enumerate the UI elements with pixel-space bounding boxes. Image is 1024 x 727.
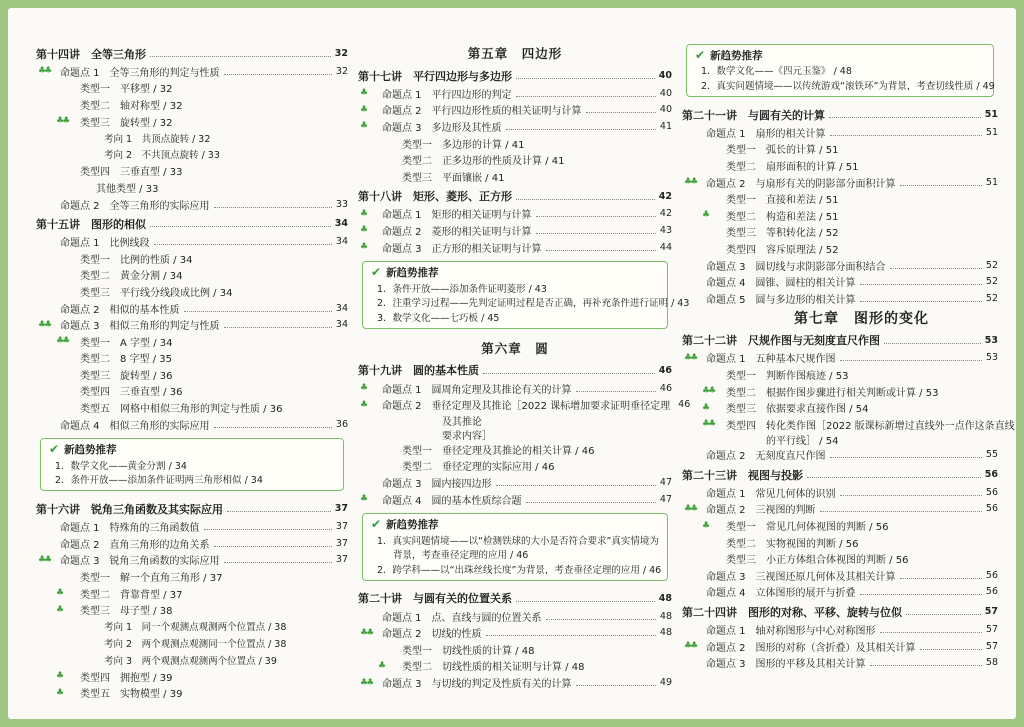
toc-entry-text: 命题点 2 三视图的判断 (706, 505, 816, 517)
toc-entry[interactable] (36, 399, 348, 416)
toc-entry-text: 类型五 网格中相似三角形的判定与性质 / 36 (80, 404, 283, 416)
toc-entry[interactable] (36, 416, 348, 433)
toc-entry-text: 命题点 1 全等三角形的判定与性质 (60, 67, 220, 79)
leader-dots (830, 135, 982, 136)
toc-entry-text: 类型二 轴对称型 / 32 (80, 100, 183, 112)
toc-entry-text: 类型五 实物模型 / 39 (80, 689, 183, 701)
toc-entry[interactable] (358, 474, 672, 491)
leader-dots (586, 112, 656, 113)
entry-group (358, 608, 672, 691)
check-icon: ✔ (371, 517, 382, 532)
frequency-leaf-icon: ♣♣ (56, 116, 69, 127)
lecture-heading: 第二十二讲 尺规作图与无刻度直尺作图 53 (682, 334, 998, 348)
page-number: 47 (659, 477, 672, 489)
toc-entry-text: 命题点 2 切线的性质 (382, 629, 482, 641)
page-number: 48 (659, 610, 672, 622)
new-trend-box: ✔ 新趋势推荐 1．条件开放——添加条件证明菱形 / 43 2．注重学习过程——先判定证明过程是否正确，再补充条件进行证明 / 43 3．数学文化——七巧板 / 45 (362, 261, 668, 329)
toc-entry-text: 类型一 多边形的计算 / 41 (402, 139, 525, 151)
leader-dots (184, 311, 332, 312)
new-trend-box: ✔ 新趋势推荐 1．数学文化——黄金分割 / 34 2．条件开放——添加条件证明两三角形相似 / 34 (40, 438, 344, 491)
page-number: 46 (678, 399, 691, 411)
leader-dots (506, 129, 656, 130)
entry-group (682, 484, 998, 600)
toc-entry-text: 命题点 3 锐角三角函数的实际应用 (60, 556, 220, 568)
toc-entry[interactable] (358, 641, 672, 658)
frequency-leaf-icon: ♣ (56, 588, 63, 599)
toc-entry[interactable] (682, 257, 998, 274)
toc-entry-text: 命题点 1 五种基本尺规作图 (706, 354, 836, 366)
leader-dots (860, 284, 982, 285)
toc-entry-text: 命题点 2 平行四边形性质的相关证明与计算 (382, 106, 582, 118)
toc-entry-text: 命题点 4 圆锥、圆柱的相关计算 (706, 278, 856, 290)
toc-entry[interactable] (36, 267, 348, 284)
frequency-leaf-icon: ♣♣ (38, 319, 51, 330)
toc-entry-text: 命题点 3 正方形的相关证明与计算 (382, 243, 542, 255)
toc-entry[interactable] (358, 168, 672, 185)
toc-entry[interactable] (358, 441, 672, 458)
toc-entry[interactable] (36, 113, 348, 130)
toc-entry-text: 类型二 垂径定理的实际应用 / 46 (402, 462, 555, 474)
page-number: 56 (985, 486, 998, 498)
leader-dots (154, 244, 332, 245)
toc-entry[interactable] (358, 658, 672, 675)
page-number: 34 (335, 236, 348, 248)
chapter-title: 第七章 图形的变化 (794, 310, 929, 327)
toc-entry[interactable] (358, 380, 672, 397)
toc-entry-text: 类型二 正多边形的性质及计算 / 41 (402, 156, 565, 168)
frequency-leaf-icon: ♣ (360, 399, 367, 410)
page-number: 37 (335, 554, 348, 566)
frequency-leaf-icon: ♣ (360, 88, 367, 99)
toc-entry-text: 类型一 常见几何体视图的判断 / 56 (726, 522, 889, 534)
toc-entry-text: 命题点 2 相似的基本性质 (60, 304, 180, 316)
toc-entry[interactable] (358, 206, 672, 223)
leader-dots (870, 665, 982, 666)
toc-entry-text: 类型三 旋转型 / 32 (80, 117, 173, 129)
toc-entry-text: 命题点 4 相似三角形的实际应用 (60, 420, 210, 432)
frequency-leaf-icon: ♣ (360, 104, 367, 115)
frequency-leaf-icon: ♣♣ (684, 503, 697, 514)
toc-entry-text: 命题点 3 圆内接四边形 (382, 479, 492, 491)
toc-entry-continuation: 要求内容］ (442, 430, 492, 442)
toc-entry[interactable] (36, 684, 348, 701)
toc-entry-text: 命题点 1 点、直线与圆的位置关系 (382, 612, 542, 624)
toc-entry[interactable] (682, 366, 998, 383)
toc-entry[interactable] (36, 283, 348, 300)
leader-dots (496, 485, 656, 486)
page-number: 40 (659, 87, 672, 99)
toc-entry[interactable] (682, 174, 998, 191)
page-number: 47 (659, 493, 672, 505)
toc-entry[interactable] (36, 250, 348, 267)
toc-entry-text: 类型四 拥抱型 / 39 (80, 672, 173, 684)
toc-entry-text: 类型三 旋转型 / 36 (80, 370, 173, 382)
leader-dots (224, 327, 332, 328)
toc-entry-text: 类型一 判断作图痕迹 / 53 (726, 370, 849, 382)
entry-group (682, 621, 998, 671)
page-number: 42 (659, 208, 672, 220)
toc-entry[interactable] (358, 625, 672, 642)
toc-entry[interactable] (36, 668, 348, 685)
page-number: 32 (335, 65, 348, 77)
frequency-leaf-icon: ♣♣ (702, 419, 715, 430)
toc-entry[interactable] (36, 350, 348, 367)
toc-entry-text: 命题点 1 轴对称图形与中心对称图形 (706, 626, 876, 638)
toc-entry-text: 类型四 三垂直型 / 33 (80, 167, 183, 179)
table-of-contents-page (8, 8, 1016, 719)
check-icon: ✔ (371, 265, 382, 280)
toc-entry-text: 命题点 2 直角三角形的边角关系 (60, 539, 210, 551)
leader-dots (214, 546, 332, 547)
toc-entry-text: 类型二 切线性质的相关证明与计算 / 48 (402, 662, 585, 674)
toc-entry[interactable] (36, 518, 348, 535)
frequency-leaf-icon: ♣♣ (684, 177, 697, 188)
page-number: 56 (985, 569, 998, 581)
entry-group (36, 233, 348, 432)
toc-entry-text: 命题点 3 与切线的判定及性质有关的计算 (382, 679, 572, 691)
leader-dots (536, 233, 656, 234)
page-number: 34 (335, 319, 348, 331)
toc-entry-text: 类型一 弧长的计算 / 51 (726, 145, 839, 157)
frequency-leaf-icon: ♣ (360, 225, 367, 236)
frequency-leaf-icon: ♣ (378, 660, 385, 671)
page-number: 46 (659, 382, 672, 394)
toc-entry-text: 类型二 构造和差法 / 51 (726, 211, 839, 223)
check-icon: ✔ (49, 442, 60, 457)
leader-dots (224, 562, 332, 563)
check-icon: ✔ (695, 48, 706, 62)
toc-entry[interactable] (36, 383, 348, 400)
toc-entry-text: 类型一 平移型 / 32 (80, 84, 173, 96)
toc-entry[interactable] (682, 517, 998, 534)
toc-entry[interactable] (682, 654, 998, 671)
page-number: 43 (659, 224, 672, 236)
leader-dots (830, 457, 982, 458)
toc-column-2 (358, 42, 691, 691)
entry-group (36, 63, 348, 212)
entry-group (682, 350, 1015, 464)
leader-dots (880, 632, 982, 633)
toc-entry-text: 类型三 小正方体组合体视图的判断 / 56 (726, 555, 909, 567)
toc-entry-text: 命题点 1 扇形的相关计算 (706, 128, 826, 140)
page-number: 51 (985, 176, 998, 188)
toc-entry[interactable] (358, 135, 672, 152)
frequency-leaf-icon: ♣ (360, 242, 367, 253)
toc-entry[interactable] (36, 651, 348, 668)
leader-dots (840, 495, 982, 496)
toc-entry[interactable] (682, 447, 998, 464)
lecture-heading: 第二十四讲 图形的对称、平移、旋转与位似 57 (682, 605, 998, 619)
toc-entry-text: 类型四 转化类作图［2022 版课标新增过直线外一点作这条直线 (726, 420, 1015, 432)
toc-entry-text: 命题点 3 图形的平移及其相关计算 (706, 659, 866, 671)
page-number: 37 (335, 537, 348, 549)
leader-dots (860, 594, 982, 595)
toc-entry-text: 命题点 2 与扇形有关的阴影部分面积计算 (706, 178, 896, 190)
entry-group (358, 206, 672, 256)
toc-entry[interactable] (36, 552, 348, 569)
entry-group (358, 380, 691, 508)
toc-entry[interactable] (358, 85, 672, 102)
toc-entry-text: 类型一 比例的性质 / 34 (80, 254, 193, 266)
page-number: 57 (985, 624, 998, 636)
page-number: 55 (985, 449, 998, 461)
page-number: 33 (335, 198, 348, 210)
page-number: 41 (659, 120, 672, 132)
toc-entry[interactable] (682, 224, 998, 241)
toc-entry[interactable] (36, 568, 348, 585)
entry-group (36, 518, 348, 701)
toc-entry-text: 类型二 实物视图的判断 / 56 (726, 538, 859, 550)
toc-entry-text: 类型二 扇形面积的计算 / 51 (726, 161, 859, 173)
toc-entry-text: 命题点 1 常见几何体的识别 (706, 488, 836, 500)
frequency-leaf-icon: ♣♣ (684, 352, 697, 363)
toc-entry[interactable] (36, 300, 348, 317)
entry-group (358, 85, 672, 185)
toc-entry[interactable] (36, 635, 348, 652)
toc-entry-text: 命题点 5 圆与多边形的相关计算 (706, 294, 856, 306)
lecture-heading: 第十七讲 平行四边形与多边形 40 (358, 69, 672, 83)
leader-dots (546, 250, 656, 251)
toc-entry[interactable] (682, 416, 1015, 433)
leader-dots (840, 360, 982, 361)
toc-entry-text: 类型二 根据作图步骤进行相关判断或计算 / 53 (726, 387, 939, 399)
toc-entry-text: 类型三 等积转化法 / 52 (726, 228, 839, 240)
page-number: 37 (335, 521, 348, 533)
frequency-leaf-icon: ♣ (56, 604, 63, 615)
toc-entry-text: 命题点 2 无刻度直尺作图 (706, 451, 826, 463)
toc-entry-text: 命题点 3 多边形及其性质 (382, 122, 502, 134)
page-number: 52 (985, 276, 998, 288)
page-number: 40 (659, 104, 672, 116)
toc-entry-text: 类型一 直接和差法 / 51 (726, 195, 839, 207)
frequency-leaf-icon: ♣♣ (684, 641, 697, 652)
toc-entry[interactable] (358, 102, 672, 119)
page-number: 57 (985, 640, 998, 652)
toc-entry-text: 考向 2 两个观测点观测同一个位置点 / 38 (104, 638, 287, 650)
toc-entry[interactable] (682, 399, 998, 416)
toc-entry-text: 命题点 1 平行四边形的判定 (382, 89, 512, 101)
toc-entry[interactable] (36, 585, 348, 602)
toc-entry[interactable] (36, 233, 348, 250)
page-number: 48 (659, 627, 672, 639)
leader-dots (860, 301, 982, 302)
lecture-heading: 第十九讲 圆的基本性质 46 (358, 364, 672, 378)
toc-entry[interactable] (682, 240, 998, 257)
toc-entry[interactable] (358, 396, 691, 413)
frequency-leaf-icon: ♣ (360, 383, 367, 394)
page-number: 44 (659, 241, 672, 253)
toc-entry[interactable] (36, 333, 348, 350)
new-trend-box: ✔ 新趋势推荐 1．真实问题情境——以“检测铁球的大小是否符合要求”真实情境为 背景，考查垂径定理的应用 / 46 2．跨学科——以“出珠丝线长度”为背景，考查垂径定理的应用 / 46 (362, 513, 668, 581)
toc-entry[interactable] (682, 484, 998, 501)
leader-dots (900, 578, 982, 579)
toc-entry[interactable] (682, 273, 998, 290)
toc-entry-text: 类型四 容斥原理法 / 52 (726, 244, 839, 256)
page-number: 34 (335, 302, 348, 314)
frequency-leaf-icon: ♣ (56, 687, 63, 698)
toc-entry[interactable] (358, 458, 672, 475)
new-trend-box: ✔ 新趋势推荐 1．数学文化——《四元玉鉴》 / 48 2．真实问题情境——以传统游戏“滚铁环”为背景，考查切线性质 / 49 (686, 44, 994, 97)
toc-entry-text: 类型三 母子型 / 38 (80, 606, 173, 618)
toc-column-1 (36, 42, 348, 701)
toc-entry[interactable] (682, 350, 998, 367)
toc-entry[interactable] (358, 491, 672, 508)
page-number: 49 (659, 677, 672, 689)
leader-dots (486, 635, 656, 636)
toc-entry[interactable] (358, 608, 672, 625)
leader-dots (214, 207, 332, 208)
toc-entry-text: 考向 2 不共顶点旋转 / 33 (104, 150, 220, 162)
toc-entry[interactable] (36, 80, 348, 97)
toc-entry[interactable] (36, 366, 348, 383)
toc-entry[interactable] (358, 151, 672, 168)
toc-entry-text: 命题点 3 三视图还原几何体及其相关计算 (706, 571, 896, 583)
toc-entry-text: 类型一 解一个直角三角形 / 37 (80, 573, 223, 585)
leader-dots (576, 685, 656, 686)
frequency-leaf-icon: ♣♣ (360, 677, 373, 688)
toc-entry[interactable] (36, 179, 348, 196)
leader-dots (546, 619, 656, 620)
toc-entry[interactable] (682, 157, 998, 174)
toc-entry[interactable] (682, 190, 998, 207)
toc-entry[interactable] (682, 638, 998, 655)
toc-entry-text: 考向 1 同一个观测点观测两个位置点 / 38 (104, 622, 287, 634)
toc-entry-continuation: 的平行线］ / 54 (766, 436, 839, 447)
page-number: 52 (985, 292, 998, 304)
toc-entry[interactable] (682, 534, 998, 551)
toc-entry-text: 考向 3 两个观测点观测两个位置点 / 39 (104, 655, 277, 667)
leader-dots (820, 511, 982, 512)
page-number: 52 (985, 259, 998, 271)
toc-entry-text: 类型二 8 字型 / 35 (80, 354, 172, 366)
entry-group (682, 124, 998, 307)
page-number: 51 (985, 126, 998, 138)
page-number: 53 (985, 352, 998, 364)
leader-dots (900, 185, 982, 186)
toc-entry-text: 类型四 三垂直型 / 36 (80, 387, 183, 399)
toc-entry[interactable] (358, 222, 672, 239)
toc-entry-text: 类型二 背靠背型 / 37 (80, 589, 183, 601)
toc-entry[interactable] (36, 535, 348, 552)
toc-entry[interactable] (682, 207, 998, 224)
toc-entry-text: 类型二 黄金分割 / 34 (80, 271, 183, 283)
toc-entry[interactable] (682, 567, 998, 584)
page-number: 56 (985, 503, 998, 515)
toc-entry[interactable] (36, 63, 348, 80)
page-number: 56 (985, 586, 998, 598)
page-number: 58 (985, 657, 998, 669)
leader-dots (536, 216, 656, 217)
leader-dots (890, 268, 982, 269)
toc-entry[interactable] (682, 550, 998, 567)
chapter-title: 第六章 圆 (481, 340, 549, 356)
toc-entry-text: 命题点 3 相似三角形的判定与性质 (60, 321, 220, 333)
toc-entry-text: 命题点 4 圆的基本性质综合题 (382, 495, 522, 507)
toc-entry-text: 命题点 2 全等三角形的实际应用 (60, 200, 210, 212)
toc-entry-text: 类型一 切线性质的计算 / 48 (402, 645, 535, 657)
toc-entry[interactable] (682, 501, 998, 518)
toc-entry[interactable] (682, 584, 998, 601)
toc-entry-text: 命题点 1 矩形的相关证明与计算 (382, 210, 532, 222)
toc-entry[interactable] (36, 96, 348, 113)
toc-entry-text: 类型三 平行线分线段成比例 / 34 (80, 287, 233, 299)
toc-column-3 (682, 14, 1015, 671)
leader-dots (576, 391, 656, 392)
leader-dots (516, 96, 656, 97)
toc-entry-text: 命题点 2 菱形的相关证明与计算 (382, 226, 532, 238)
toc-entry[interactable] (682, 141, 998, 158)
lecture-heading: 第二十一讲 与圆有关的计算 51 (682, 108, 998, 122)
toc-entry-text: 命题点 1 比例线段 (60, 238, 150, 250)
toc-entry[interactable] (36, 601, 348, 618)
toc-entry[interactable] (358, 118, 672, 135)
toc-entry-text: 类型三 依据要求直接作图 / 54 (726, 404, 869, 416)
lecture-heading: 第十五讲 图形的相似 34 (36, 217, 348, 231)
page-number: 36 (335, 418, 348, 430)
frequency-leaf-icon: ♣ (360, 121, 367, 132)
frequency-leaf-icon: ♣♣ (702, 386, 715, 397)
lecture-heading: 第十八讲 矩形、菱形、正方形 42 (358, 190, 672, 204)
leader-dots (920, 649, 982, 650)
frequency-leaf-icon: ♣♣ (56, 336, 69, 347)
toc-entry-continuation: 及其推论 (442, 416, 482, 428)
leader-dots (224, 74, 332, 75)
frequency-leaf-icon: ♣ (702, 210, 709, 221)
toc-entry[interactable] (682, 290, 998, 307)
frequency-leaf-icon: ♣ (360, 208, 367, 219)
toc-entry-text: 类型一 A 字型 / 34 (80, 337, 173, 349)
toc-entry[interactable] (36, 163, 348, 180)
toc-entry-text: 类型三 平面镶嵌 / 41 (402, 172, 505, 184)
lecture-heading: 第二十三讲 视图与投影 56 (682, 468, 998, 482)
toc-entry[interactable] (36, 129, 348, 146)
toc-entry[interactable] (682, 621, 998, 638)
toc-entry[interactable] (358, 239, 672, 256)
leader-dots (526, 502, 656, 503)
frequency-leaf-icon: ♣♣ (38, 66, 51, 77)
frequency-leaf-icon: ♣ (56, 671, 63, 682)
toc-entry-text: 命题点 2 图形的对称（含折叠）及其相关计算 (706, 642, 916, 654)
lecture-heading: 第十四讲 全等三角形 32 (36, 47, 348, 61)
toc-entry[interactable] (358, 674, 672, 691)
chapter-title: 第五章 四边形 (467, 46, 563, 61)
toc-entry-text: 类型一 垂径定理及其推论的相关计算 / 46 (402, 445, 595, 457)
frequency-leaf-icon: ♣ (702, 402, 709, 413)
toc-entry-text: 命题点 1 圆周角定理及其推论有关的计算 (382, 384, 572, 396)
toc-entry[interactable] (682, 124, 998, 141)
toc-entry-text: 命题点 2 垂径定理及其推论［2022 课标增加要求证明垂径定理 (382, 401, 671, 413)
toc-entry-text: 考向 1 共顶点旋转 / 32 (104, 133, 211, 145)
toc-entry-text: 命题点 4 立体图形的展开与折叠 (706, 588, 856, 600)
frequency-leaf-icon: ♣ (702, 520, 709, 531)
toc-entry-text: 其他类型 / 33 (96, 183, 159, 195)
frequency-leaf-icon: ♣ (360, 494, 367, 505)
toc-entry-text: 命题点 3 圆切线与求阴影部分面积结合 (706, 261, 886, 273)
leader-dots (204, 529, 332, 530)
toc-entry[interactable] (682, 383, 998, 400)
toc-entry[interactable] (36, 196, 348, 213)
toc-entry[interactable] (36, 146, 348, 163)
toc-entry[interactable] (36, 618, 348, 635)
frequency-leaf-icon: ♣♣ (38, 554, 51, 565)
toc-entry[interactable] (36, 316, 348, 333)
leader-dots (214, 427, 332, 428)
lecture-heading: 第二十讲 与圆有关的位置关系 48 (358, 592, 672, 606)
toc-entry-text: 命题点 1 特殊角的三角函数值 (60, 523, 200, 535)
lecture-heading: 第十六讲 锐角三角函数及其实际应用 37 (36, 502, 348, 516)
frequency-leaf-icon: ♣♣ (360, 627, 373, 638)
